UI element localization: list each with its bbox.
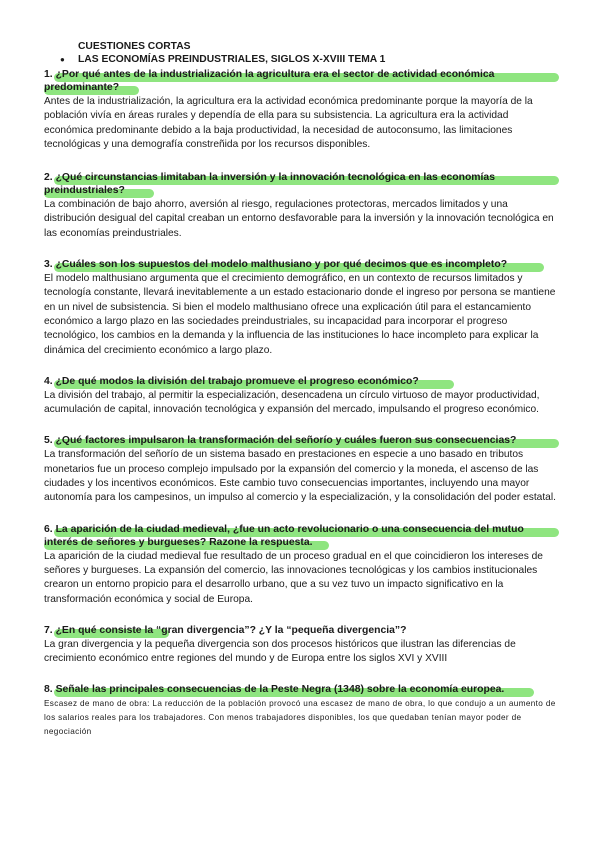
question-5: [44, 434, 559, 505]
question-title: [44, 375, 559, 388]
bullet-icon: ●: [60, 55, 65, 64]
question-text: ¿De qué modos la división del trabajo promueve el progreso económico?: [55, 375, 419, 387]
document-heading: CUESTIONES CORTAS: [78, 41, 191, 52]
question-text: ¿Qué factores impulsaron la transformación del señorío y cuáles fueron sus consecuencias?: [55, 435, 517, 447]
question-number: 3.: [44, 259, 53, 271]
question-title: [44, 624, 559, 637]
answer-text: La transformación del señorío de un sistema basado en prestaciones en especie a uno basado en tributos monetarios fue un proceso complejo impulsado por la expansión del comercio y la moneda, el ascenso de las ciudades y los incentivos económicos. Este cambio tuvo consecuencias importantes, incluyendo una mayor autonomía para los campesinos, un impulso al comercio y la especialización, y la consolidación del poder estatal.: [44, 449, 556, 504]
question-text: Señale las principales consecuencias de la Peste Negra (1348) sobre la economía europea.: [55, 684, 505, 696]
question-number: 5.: [44, 435, 53, 447]
question-number: 6.: [44, 523, 53, 535]
question-title: [44, 434, 559, 447]
question-number: 1.: [44, 69, 53, 80]
subheading-text: LAS ECONOMÍAS PREINDUSTRIALES, SIGLOS X-XVIII TEMA 1: [78, 54, 386, 65]
answer-text: La división del trabajo, al permitir la especialización, desencadena un círculo virtuoso de mayor productividad, acumulación de capital, innovación tecnológica y expansión del mercado, impulsando el progreso económico.: [44, 389, 540, 416]
document-subheading: [44, 53, 559, 66]
question-3: [44, 258, 559, 358]
question-7: [44, 624, 559, 667]
question-text: ¿Qué circunstancias limitaban la inversión y la innovación tecnológica en las economías preindustriales?: [44, 172, 495, 197]
question-title: [44, 683, 559, 696]
question-text: ¿Por qué antes de la industrialización la agricultura era el sector de actividad económica predominante?: [44, 69, 495, 93]
answer-text: Antes de la industrialización, la agricultura era la actividad económica predominante porque la mayoría de la población vivía en áreas rurales y dependía de ella para su subsistencia. La agricultura era la actividad económica predominante debido a la baja productividad, la necesidad de autoconsumo, las limitaciones tecnológicas y una demografía constreñida por los recursos disponibles.: [44, 96, 533, 150]
answer-text: La aparición de la ciudad medieval fue resultado de un proceso gradual en el que coincidieron los intereses de señores y burgueses. La expansión del comercio, las innovaciones tecnológicas y los cambios institucionales crearon un entorno propicio para el desarrollo urbano, que a su vez tuvo un impacto significativo en la transformación económica y social de Europa.: [44, 550, 543, 605]
question-1: [44, 68, 559, 152]
answer-text: La combinación de bajo ahorro, aversión al riesgo, regulaciones protectoras, mercados limitados y una distribución desigual del capital creaban un entorno desfavorable para la inversión y la innovación tecnológica en las economías preindustriales.: [44, 199, 554, 239]
answer-text: Escasez de mano de obra: La reducción de la población provocó una escasez de mano de obra, lo que condujo a un aumento de los salarios reales para los trabajadores. Con menos trabajadores disponibles, los que quedaban tenían mayor poder de negociación: [44, 699, 556, 737]
question-text: ¿En qué consiste la “gran divergencia”? ¿Y la “pequeña divergencia”?: [55, 624, 407, 636]
question-8: [44, 683, 559, 739]
question-6: [44, 523, 559, 607]
question-text: ¿Cuáles son los supuestos del modelo malthusiano y por qué decimos que es incompleto?: [55, 259, 508, 271]
question-number: 2.: [44, 172, 53, 184]
document-page: [44, 40, 559, 739]
question-number: 8.: [44, 684, 53, 696]
question-number: 4.: [44, 375, 53, 387]
answer-text: El modelo malthusiano argumenta que el crecimiento demográfico, en un contexto de recursos limitados y tecnología constante, llevará inevitablemente a un estado estacionario donde el ingreso por persona se mantiene en un nivel de subsistencia. Si bien el modelo malthusiano ofrece una explicación útil para el estancamiento económico a largo plazo en las sociedades preindustriales, su incapacidad para incorporar el progreso tecnológico, los cambios en la demanda y la influencia de las instituciones lo hace incompleto para explicar la dinámica del crecimiento económico a largo plazo.: [44, 273, 556, 356]
question-title: [44, 258, 559, 271]
question-4: [44, 375, 559, 418]
question-number: 7.: [44, 624, 53, 636]
question-text: La aparición de la ciudad medieval, ¿fue un acto revolucionario o una consecuencia del mutuo interés de señores y burgueses? Razone la respuesta.: [44, 523, 524, 548]
question-2: [44, 171, 559, 241]
answer-text: La gran divergencia y la pequeña divergencia son dos procesos históricos que ilustran las diferencias de crecimiento económico entre regiones del mundo y de Europa entre los siglos XVI y XVIII: [44, 638, 516, 665]
